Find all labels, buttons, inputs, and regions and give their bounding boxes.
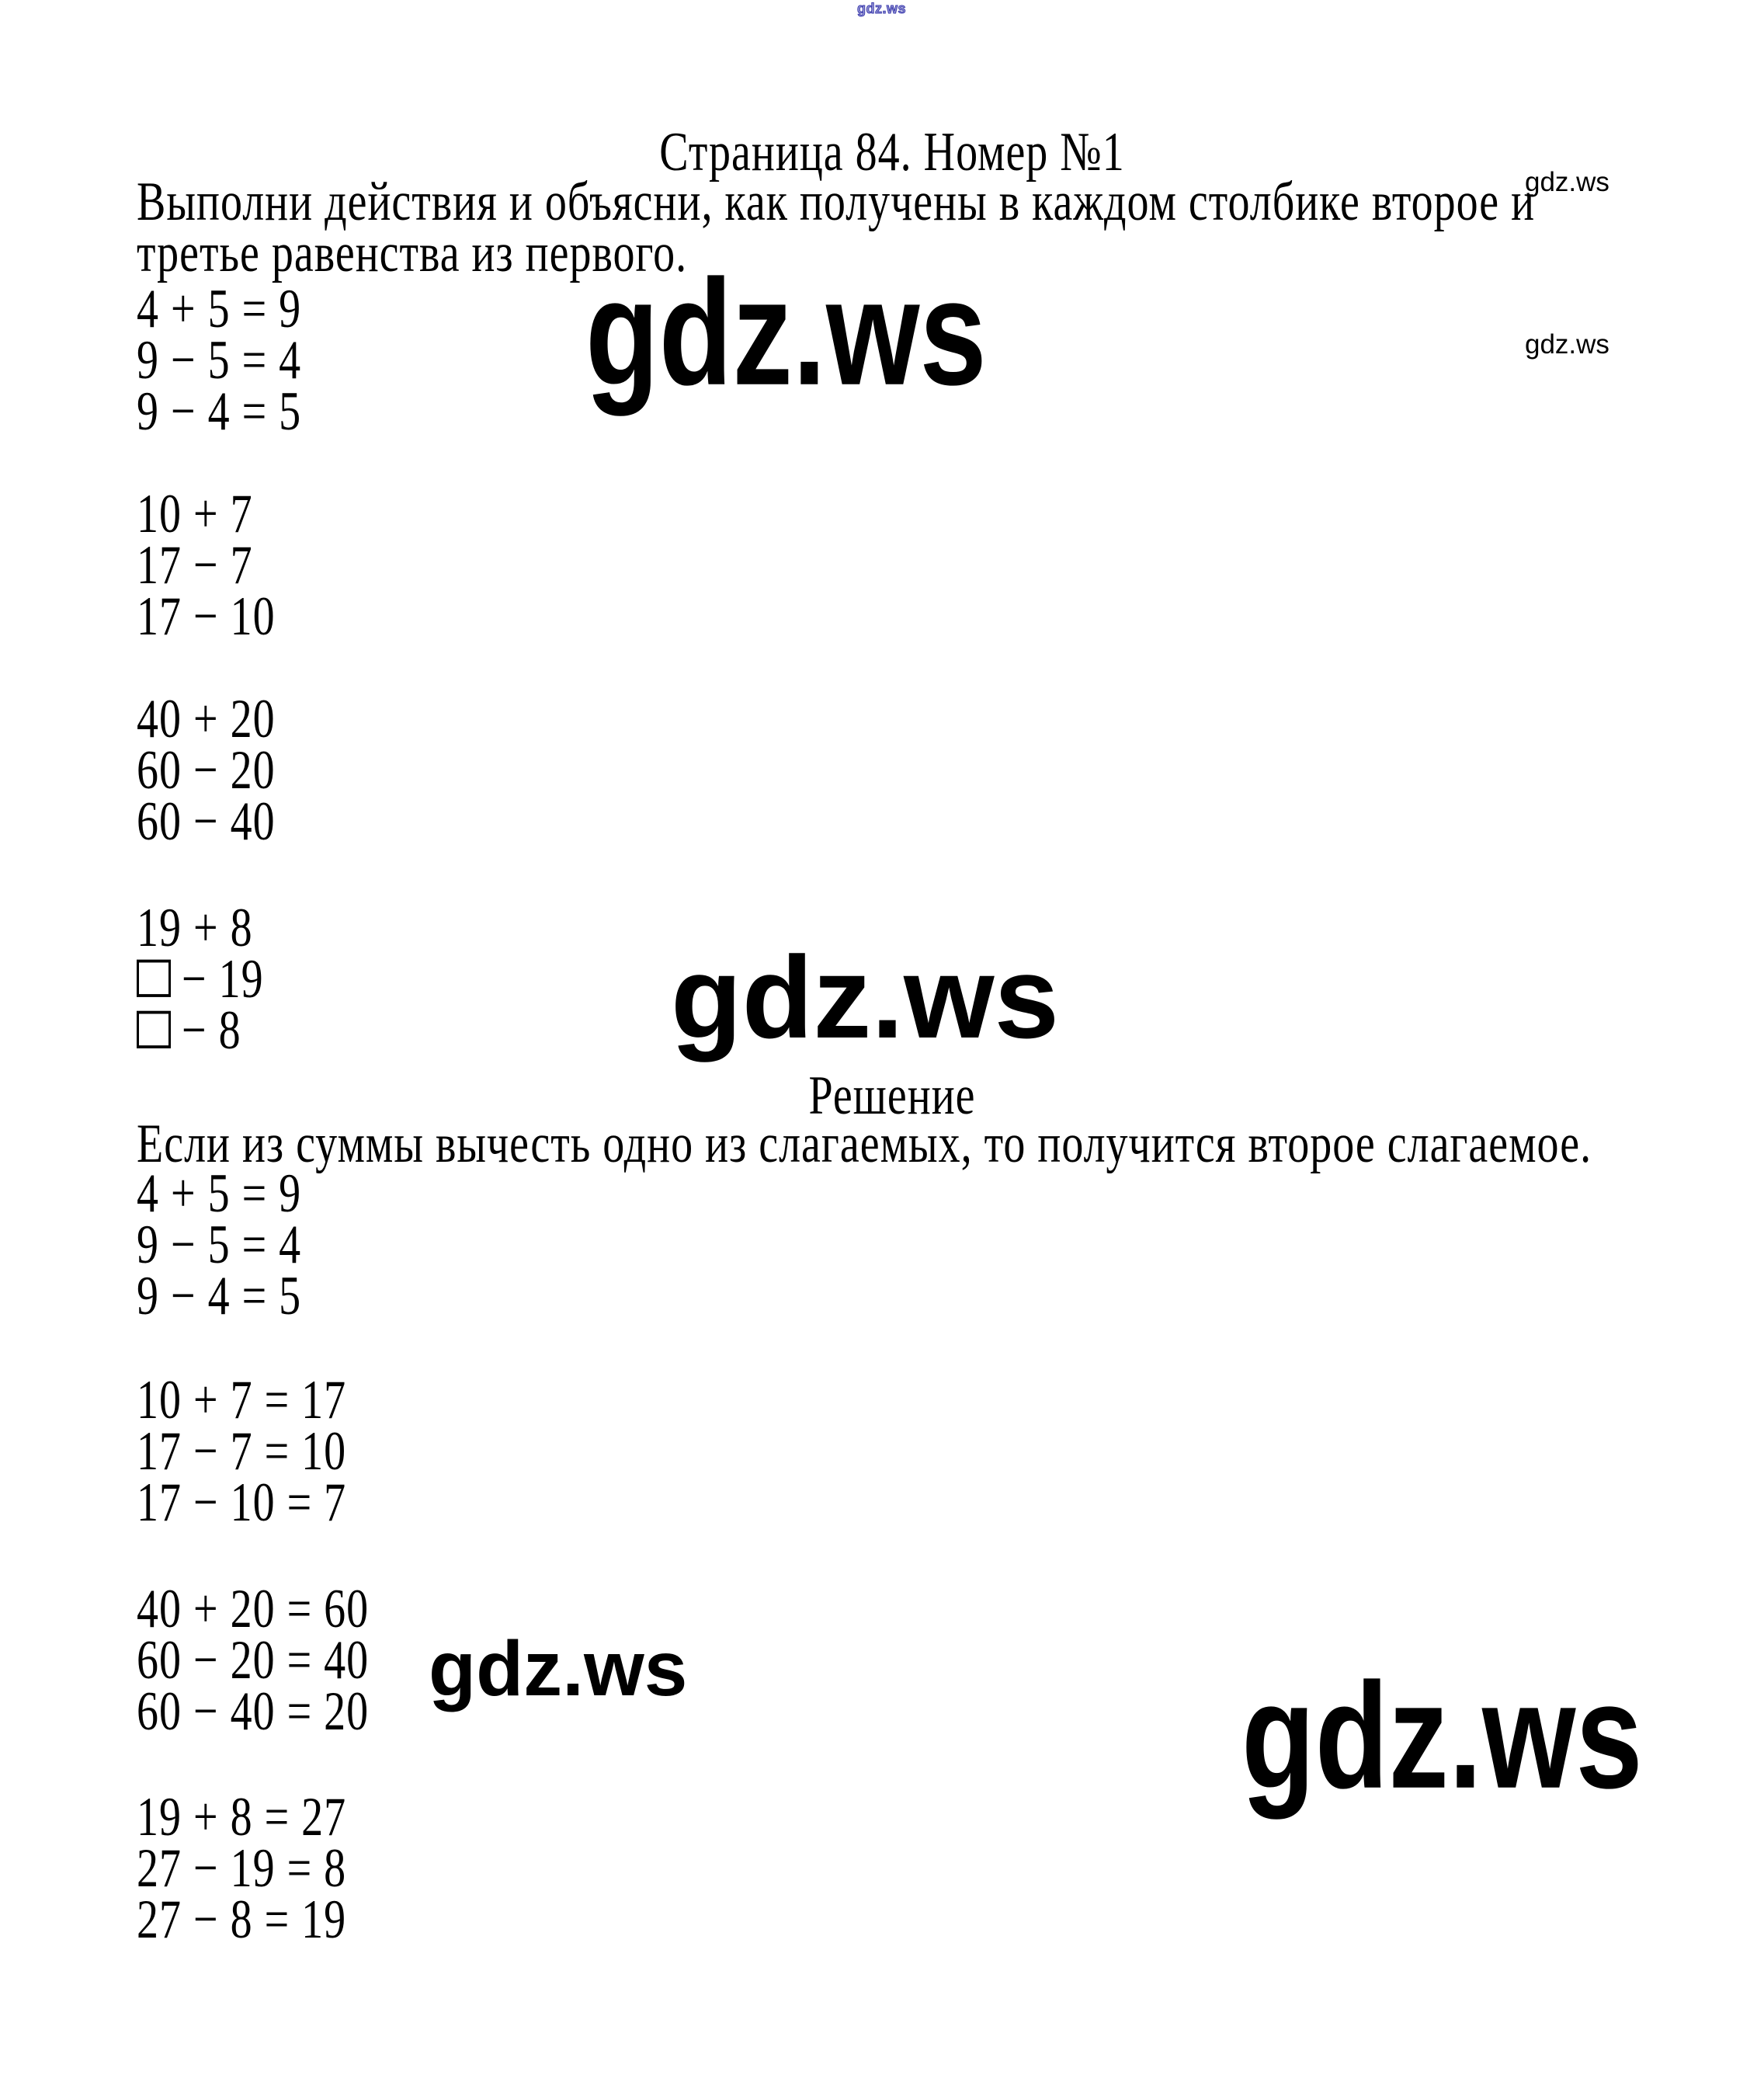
equation-rest: − 8 (182, 999, 241, 1062)
equation-line: 60 − 40 (137, 791, 276, 853)
equation-line: 9 − 5 = 4 (137, 1214, 302, 1276)
equation-line: 40 + 20 (137, 688, 276, 750)
solution-column-3 (137, 1578, 370, 1743)
equation-line: 19 + 8 = 27 (137, 1786, 347, 1848)
equation-line: 17 − 10 = 7 (137, 1472, 347, 1534)
equation-rest: − 19 (182, 948, 264, 1010)
watermark-gdzws-large-4: gdz.ws (1241, 1651, 1643, 1820)
solution-heading: Решение (808, 1065, 976, 1127)
equation-line: 60 − 40 = 20 (137, 1681, 370, 1743)
equation-line: 17 − 10 (137, 586, 276, 648)
equation-line: 40 + 20 = 60 (137, 1578, 370, 1640)
equation-line: 10 + 7 = 17 (137, 1369, 347, 1431)
problem-column-4 (137, 897, 264, 1062)
equation-line (137, 999, 264, 1062)
problem-column-3 (137, 688, 276, 853)
watermark-gdzws-small-1: gdz.ws (1525, 167, 1609, 197)
watermark-gdzws-medium-3: gdz.ws (429, 1625, 688, 1712)
equation-line: 9 − 5 = 4 (137, 329, 302, 391)
watermark-gdzws-tiny: gdz.ws (857, 1, 907, 16)
equation-line: 60 − 20 (137, 739, 276, 801)
task-text-line1: Выполни действия и объясни, как получены в каждом столбике второе и (137, 171, 1536, 233)
watermark-gdzws-large-2: gdz.ws (671, 932, 1060, 1062)
task-text-line2: третье равенства из первого. (137, 222, 688, 284)
solution-column-4 (137, 1786, 347, 1951)
equation-line: 27 − 8 = 19 (137, 1889, 347, 1951)
equation-line: 4 + 5 = 9 (137, 278, 302, 340)
equation-line: 19 + 8 (137, 897, 253, 959)
problem-column-2 (137, 483, 276, 648)
equation-line: 17 − 7 = 10 (137, 1420, 347, 1482)
empty-square-box (137, 960, 171, 997)
solution-column-2 (137, 1369, 347, 1534)
solution-explanation: Если из суммы вычесть одно из слагаемых, то получится второе слагаемое. (137, 1113, 1592, 1175)
equation-line: 27 − 19 = 8 (137, 1837, 347, 1900)
equation-line: 60 − 20 = 40 (137, 1629, 370, 1691)
page-title: Страница 84. Номер №1 (659, 121, 1125, 183)
equation-line: 9 − 4 = 5 (137, 1265, 302, 1327)
equation-line: 9 − 4 = 5 (137, 381, 302, 443)
problem-column-1 (137, 278, 302, 443)
watermark-gdzws-large-1: gdz.ws (585, 248, 987, 416)
task-text (137, 171, 1536, 284)
empty-square-box (137, 1011, 171, 1048)
watermark-gdzws-small-2: gdz.ws (1525, 329, 1609, 360)
equation-line: 4 + 5 = 9 (137, 1163, 302, 1225)
equation-line: 10 + 7 (137, 483, 253, 545)
equation-line (137, 948, 264, 1010)
solution-column-1 (137, 1163, 302, 1327)
equation-line: 17 − 7 (137, 534, 253, 596)
